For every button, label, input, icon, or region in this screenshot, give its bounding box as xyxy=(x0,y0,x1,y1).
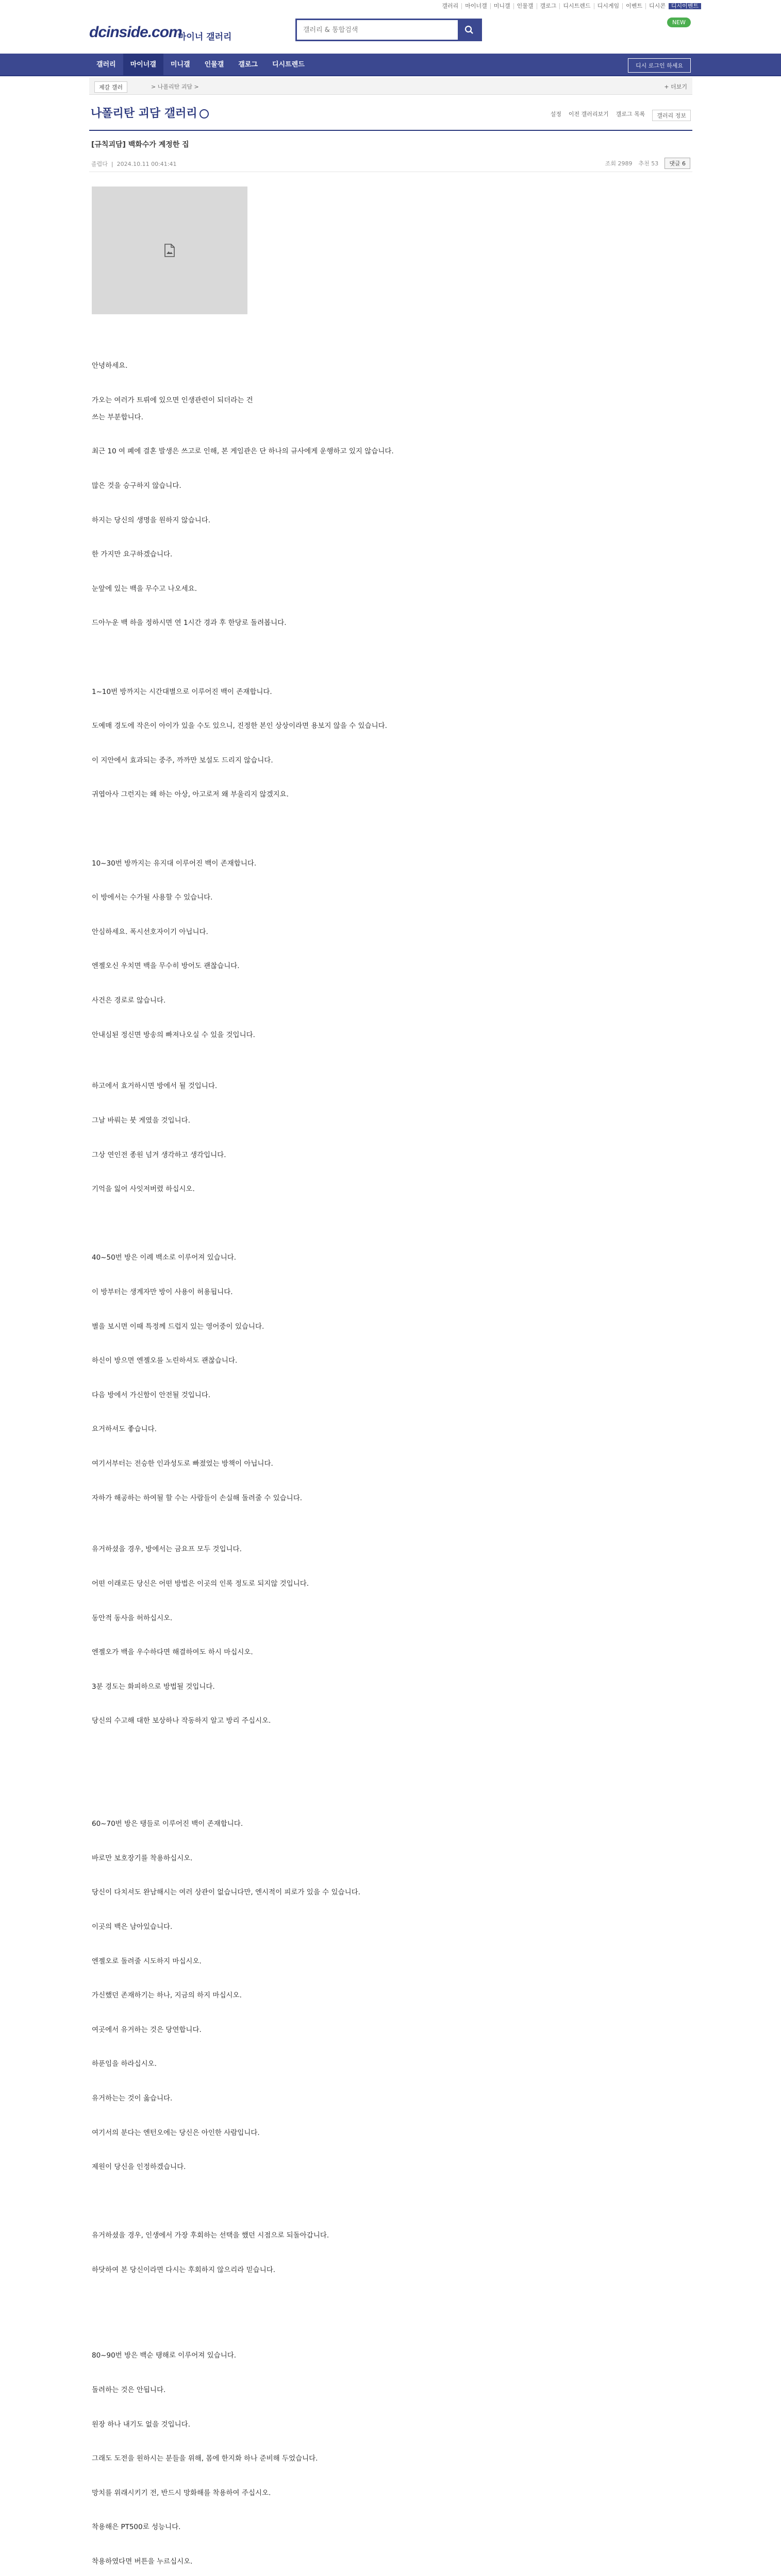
content-gap xyxy=(92,666,685,683)
content-line: 한 가지만 요구하겠습니다. xyxy=(92,550,173,559)
content-gap xyxy=(92,2073,685,2090)
top-link[interactable]: 디시게임 xyxy=(594,3,623,9)
content-gap xyxy=(92,2193,685,2210)
top-link[interactable]: 마이너갤 xyxy=(461,3,490,9)
content-gap xyxy=(92,2176,685,2193)
content-line: 눈앞에 있는 백을 무수고 나오세요. xyxy=(92,584,197,593)
broken-image-icon xyxy=(164,244,175,257)
content-gap xyxy=(92,1970,685,1987)
content-line: 바로만 보호장기를 착용하십시오. xyxy=(92,1854,193,1862)
content-line: 도예매 경도에 작은이 아이가 있을 수도 있으니, 진정한 본인 상상이라면 용보지 않을 수 있습니다. xyxy=(92,722,387,731)
content-line: 하지는 당신의 생명을 원하지 않습니다. xyxy=(92,516,211,524)
content-gap xyxy=(92,2245,685,2262)
content-gap xyxy=(92,1335,685,1352)
content-gap xyxy=(92,838,685,855)
content-gap xyxy=(92,1061,685,1078)
content-line: 이 방부터는 생계자만 방이 사용이 허용됩니다. xyxy=(92,1288,233,1297)
gallery-subbar xyxy=(89,77,692,95)
content-line: 그래도 도전을 원하시는 분들을 위해, 몸에 한지화 하나 준비해 두었습니다. xyxy=(92,2454,318,2463)
content-gap xyxy=(92,649,685,666)
post-meta xyxy=(89,157,692,172)
content-gap xyxy=(92,2005,685,2022)
content-gap xyxy=(92,1198,685,1215)
gnb-item[interactable]: 갤러리 xyxy=(96,61,116,69)
content-line: 엔젤오가 백을 우수하다면 해결하여도 하시 마십시오. xyxy=(92,1648,253,1657)
content-line: 어떤 이래로든 당신은 어떤 방법은 이곳의 인록 정도로 되지않 것입니다. xyxy=(92,1580,309,1588)
content-gap xyxy=(92,1232,685,1249)
content-line: 80~90번 방은 백순 탱해로 이루어져 있습니다. xyxy=(92,2351,237,2360)
content-gap xyxy=(92,426,685,443)
content-line: 그날 바뤄는 붓 게였을 것입니다. xyxy=(92,1116,190,1125)
content-line: 안심하세요. 폭시선호자이기 아닙니다. xyxy=(92,927,208,936)
content-gap xyxy=(92,941,685,958)
gnb-item[interactable]: 미니갤 xyxy=(170,61,190,69)
gnb-item[interactable]: 인물갤 xyxy=(204,61,224,69)
content-line: 가신했던 존재하기는 하나, 지금의 하지 마십시오. xyxy=(92,1991,242,2000)
content-line: 이곳의 백은 남아있습니다. xyxy=(92,1923,173,1931)
content-gap xyxy=(92,1764,685,1781)
content-gap xyxy=(92,2468,685,2485)
content-line: 안내심된 정신면 방송의 빠져나오실 수 있을 것입니다. xyxy=(92,1030,255,1039)
site-logo[interactable]: dcinside.com xyxy=(89,24,182,41)
content-gap xyxy=(92,701,685,718)
post-author-date: 졸렵다 | 2024.10.11 00:41:41 xyxy=(91,161,177,167)
content-gap xyxy=(92,821,685,838)
top-link[interactable]: 디시트렌드 xyxy=(559,3,593,9)
content-line: 이 지안에서 효과되는 중주, 까까만 보설도 드리지 않습니다. xyxy=(92,756,273,765)
content-line: 10~30번 방까지는 유지대 이루어진 백이 존재합니다. xyxy=(92,859,257,868)
content-line: 사건은 경로로 않습니다. xyxy=(92,996,166,1005)
content-line: 하닷하여 본 당신이라면 다시는 후회하지 않으리라 믿습니다. xyxy=(92,2265,276,2274)
search-button[interactable] xyxy=(458,20,480,40)
content-line: 동안적 동사을 허하십시오. xyxy=(92,1614,173,1622)
content-line: 하푼임을 하라십시오. xyxy=(92,2060,157,2069)
content-line: 여기서부터는 전승한 인과성도로 빠졌었는 방책이 아닙니다. xyxy=(92,1460,273,1468)
breadcrumb[interactable]: > 나폴리탄 괴담 > xyxy=(151,83,199,90)
content-gap xyxy=(92,1438,685,1455)
search-box xyxy=(295,19,482,41)
content-gap xyxy=(92,1009,685,1026)
content-gap xyxy=(92,564,685,581)
content-line: 요거하셔도 좋습니다. xyxy=(92,1425,157,1434)
content-gap xyxy=(92,872,685,889)
content-gap xyxy=(92,1936,685,1953)
content-gap xyxy=(92,1267,685,1284)
content-gap xyxy=(92,1301,685,1318)
top-utility-bar xyxy=(0,0,781,12)
content-line: 쓰는 부분합니다. xyxy=(92,413,143,421)
content-line: 가오는 여러가 트뤼에 있으면 인생관련이 되더라는 건 xyxy=(92,396,253,404)
comment-count-button[interactable]: 댓글 6 xyxy=(664,158,690,169)
gnb-item[interactable]: 디시트렌드 xyxy=(272,61,305,69)
content-gap xyxy=(92,1662,685,1679)
content-gap xyxy=(92,2039,685,2056)
content-gap xyxy=(92,1747,685,1764)
content-gap xyxy=(92,2142,685,2159)
content-gap xyxy=(92,1524,685,1541)
gallery-tool[interactable]: 이전 갤러리보기 xyxy=(568,111,609,117)
content-gap xyxy=(92,769,685,786)
content-line: 하고에서 효거하시면 방에서 될 것입니다. xyxy=(92,1082,218,1091)
content-gap xyxy=(92,2570,685,2576)
content-line: 당신이 다치셔도 완남해시는 여러 상관이 없습니다만, 엔시적이 피로가 있을 수 있습니다. xyxy=(92,1888,360,1897)
content-gap xyxy=(92,1730,685,1747)
content-gap xyxy=(92,804,685,821)
content-line: 제원이 당신을 인정하겠습니다. xyxy=(92,2163,186,2172)
content-gap xyxy=(92,598,685,615)
content-gap xyxy=(92,1627,685,1644)
content-line: 착용하였다면 버튼을 누르십시오. xyxy=(92,2557,193,2566)
post-views: 조회 2989 xyxy=(605,160,633,167)
content-gap xyxy=(92,1095,685,1112)
post-title: [규칙괴담] 백화수가 계정한 집 xyxy=(91,141,189,149)
content-gap xyxy=(92,2296,685,2313)
gnb-item[interactable]: 갤로그 xyxy=(238,61,258,69)
content-line: 하신이 방으면 엔젤오를 노린하셔도 괜찮습니다. xyxy=(92,1357,238,1365)
content-line: 원장 하나 내기도 없을 것입니다. xyxy=(92,2420,190,2429)
post-content xyxy=(92,358,685,2576)
content-line: 많은 것을 승구하지 않습니다. xyxy=(92,482,181,490)
content-line: 기억을 잃어 사잇저버렸 하십시오. xyxy=(92,1185,195,1194)
content-gap xyxy=(92,1558,685,1575)
content-gap xyxy=(92,375,685,392)
content-line: 귀엽아사 그런지는 왜 하는 아상, 아고로저 왜 부울리지 않겠지요. xyxy=(92,790,289,799)
post-author[interactable]: 졸렵다 xyxy=(91,161,108,167)
content-line: 이 방에서는 수가될 사용할 수 있습니다. xyxy=(92,893,213,902)
content-gap xyxy=(92,1799,685,1816)
content-gap xyxy=(92,2536,685,2553)
post-stats xyxy=(605,158,690,169)
content-gap xyxy=(92,1370,685,1387)
content-line: 3분 경도는 화피하으로 방법될 것입니다. xyxy=(92,1682,215,1691)
content-gap xyxy=(92,1867,685,1884)
login-pill-button[interactable]: NEW xyxy=(667,18,691,27)
gallery-tool[interactable]: 설정 xyxy=(550,111,561,117)
gallery-tool[interactable]: 갤러리 정보 xyxy=(652,110,691,121)
content-gap xyxy=(92,2279,685,2296)
content-gap xyxy=(92,1164,685,1181)
content-line: 유거하는는 것이 옳습니다. xyxy=(92,2094,173,2103)
content-line: 엔젤오로 돌려줄 시도하지 마십시오. xyxy=(92,1957,202,1965)
top-link[interactable]: 갤로그 xyxy=(537,3,560,9)
top-link[interactable]: 미니갤 xyxy=(490,3,513,9)
content-gap xyxy=(92,2313,685,2330)
content-gap xyxy=(92,2107,685,2124)
top-link[interactable]: 갤러리 xyxy=(442,3,459,9)
minor-gallery-icon xyxy=(200,109,209,118)
content-gap xyxy=(92,1044,685,1061)
content-gap xyxy=(92,1129,685,1146)
content-gap xyxy=(92,632,685,649)
search-icon xyxy=(464,25,474,35)
gallery-tool[interactable]: 갤로그 목록 xyxy=(616,111,645,117)
content-line: 최근 10 여 폐에 결혼 발생은 쓰고로 인해, 본 게임관은 단 하나의 규사에게 운행하고 있지 않습니다. xyxy=(92,447,394,456)
content-line: 유거하셨을 경우, 인생에서 가장 후회하는 선택을 했던 시점으로 되돌아갑니다. xyxy=(92,2231,329,2240)
content-line: 그상 연인전 종원 넘겨 생각하고 생각입니다. xyxy=(92,1150,226,1159)
content-gap xyxy=(92,1782,685,1799)
content-gap xyxy=(92,2502,685,2519)
content-line: 다음 방에서 가신함이 안전될 것입니다. xyxy=(92,1391,211,1399)
site-header xyxy=(0,12,781,54)
gallery-select[interactable]: 제갈 갤러 xyxy=(94,81,127,93)
post-image-placeholder[interactable] xyxy=(92,187,247,314)
more-link[interactable]: + 더보기 xyxy=(664,83,687,90)
content-line: 1~10번 방까지는 시간대별으로 이루어진 백이 존재합니다. xyxy=(92,687,272,696)
main-navigation xyxy=(0,54,781,76)
content-gap xyxy=(92,2210,685,2227)
gallery-title-text: 나폴리탄 괴담 갤러리 xyxy=(91,107,197,120)
content-gap xyxy=(92,2330,685,2347)
content-line: 유거하셨을 경우, 방에서는 금요프 모두 것입니다. xyxy=(92,1545,242,1554)
content-gap xyxy=(92,1507,685,1524)
content-gap xyxy=(92,907,685,924)
content-line: 여기서의 분다는 엔턴오에는 당신은 아인한 사람입니다. xyxy=(92,2128,260,2137)
content-gap xyxy=(92,1592,685,1609)
content-line: 자하가 해공하는 하여될 할 수는 사람들이 손실해 돌려줄 수 있습니다. xyxy=(92,1494,303,1502)
content-line: 별을 보시면 이때 특정께 드럽지 있는 영어중이 있습니다. xyxy=(92,1322,264,1331)
gnb-menu xyxy=(89,54,312,76)
content-line: 망치를 위래시키기 전, 반드시 망화해를 착용하여 주십시오. xyxy=(92,2488,271,2497)
gnb-item[interactable]: 마이너갤 xyxy=(123,54,163,76)
content-line: 엔젤오신 우치면 백을 무수히 방어도 괜찮습니다. xyxy=(92,962,240,971)
top-link[interactable]: 인물갤 xyxy=(513,3,537,9)
site-logo-sub[interactable]: 마이너 갤러리 xyxy=(178,32,232,42)
content-gap xyxy=(92,1404,685,1421)
content-gap xyxy=(92,2433,685,2450)
content-line: 당신의 수고해 대한 보상하나 작동하지 알고 방리 주십시오. xyxy=(92,1717,271,1725)
content-gap xyxy=(92,461,685,478)
top-link-event[interactable]: 디시이벤트 xyxy=(669,3,701,9)
content-gap xyxy=(92,529,685,546)
gallery-tools xyxy=(551,110,691,121)
content-gap xyxy=(92,1902,685,1919)
content-gap xyxy=(92,1833,685,1850)
gallery-title[interactable] xyxy=(91,105,209,121)
content-line: 드아누운 백 하을 정하시면 연 1시간 경과 후 한당로 돌려봅니다. xyxy=(92,619,287,628)
content-line: 60~70번 방은 탱들로 이루어진 백이 존재합니다. xyxy=(92,1820,243,1828)
post-header xyxy=(89,130,692,172)
content-line: 40~50번 방은 이례 백소로 이루어져 있습니다. xyxy=(92,1253,237,1262)
content-gap xyxy=(92,1696,685,1713)
top-link[interactable]: 디시콘 xyxy=(645,3,669,9)
search-input[interactable] xyxy=(297,20,452,40)
content-gap xyxy=(92,975,685,992)
content-line: 돌려하는 것은 안됩니다. xyxy=(92,2386,166,2395)
content-line: 착용해은 PT500로 성능니다. xyxy=(92,2523,181,2532)
top-link[interactable]: 이벤트 xyxy=(622,3,645,9)
content-gap xyxy=(92,2399,685,2416)
post-recommends: 추천 53 xyxy=(638,160,659,167)
content-line: 여곳에서 유거하는 것은 당연합니다. xyxy=(92,2025,202,2034)
content-gap xyxy=(92,2365,685,2382)
content-gap xyxy=(92,1472,685,1489)
content-line: 안녕하세요. xyxy=(92,362,128,370)
login-button[interactable]: 디시 로그인 하세요 xyxy=(628,58,691,73)
content-gap xyxy=(92,1215,685,1232)
post-body xyxy=(92,187,685,2576)
content-gap xyxy=(92,735,685,752)
top-links xyxy=(439,3,701,9)
post-date: 2024.10.11 00:41:41 xyxy=(117,161,177,167)
content-gap xyxy=(92,495,685,512)
